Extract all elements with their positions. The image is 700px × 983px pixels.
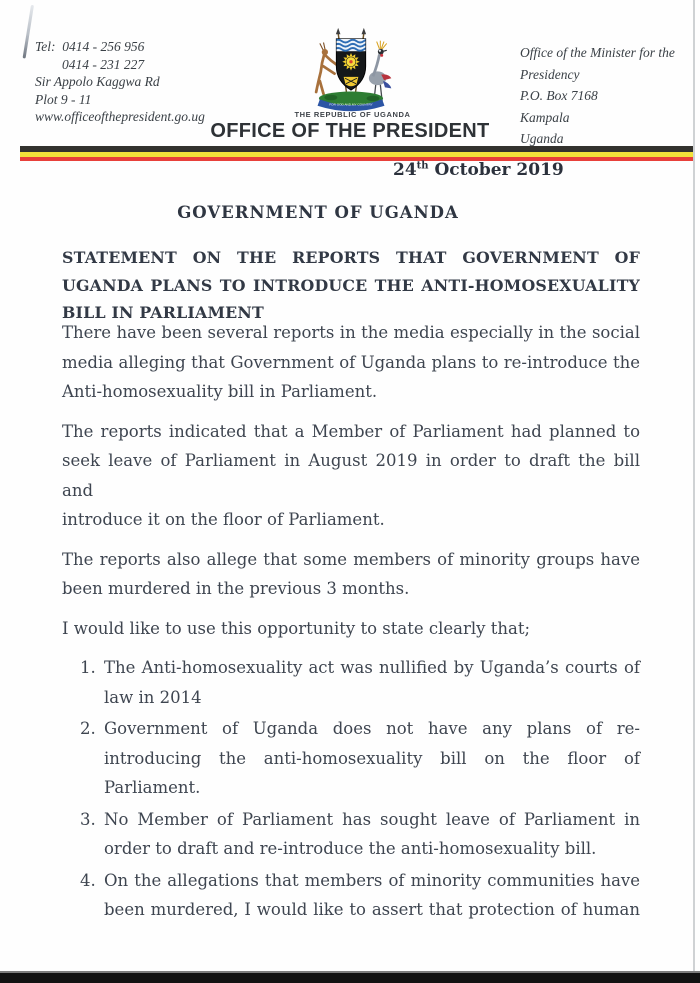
- republic-caption: THE REPUBLIC OF UGANDA: [294, 110, 411, 119]
- date-day: 24: [393, 160, 417, 180]
- page-edge-line: [693, 0, 695, 983]
- uganda-flag-stripe-bar: [20, 146, 693, 161]
- uganda-coat-of-arms-icon: [294, 26, 408, 114]
- numbered-statement-list: [62, 653, 640, 925]
- list-item-number: 3.: [80, 809, 96, 829]
- list-item: [62, 653, 640, 712]
- scan-artifact-mark: [23, 5, 34, 59]
- letterhead-contact-left: Tel: 0414 - 256 956 0414 - 231 227 Sir Appolo Kaggwa Rd Plot 9 - 11 www.officeofthepresident.go.ug: [35, 39, 205, 124]
- crest-motto: FOR GOD AND MY COUNTRY: [329, 102, 373, 107]
- office-title: OFFICE OF THE PRESIDENT: [210, 120, 490, 142]
- scan-bottom-edge: [0, 971, 700, 983]
- flag-stripe-red: [20, 157, 693, 162]
- list-item-text: The Anti-homosexuality act was nullified by Uganda’s courts of law in 2014: [104, 658, 640, 707]
- paragraph: The reports also allege that some members of minority groups have been murdered in the previous 3 months.: [62, 549, 640, 598]
- list-item: [62, 805, 640, 864]
- date-ordinal: th: [416, 160, 429, 172]
- paragraph: The reports indicated that a Member of Parliament had planned to seek leave of Parliament in August 2019 in order to draft the bill and introduce it on the floor of Parliament.: [62, 421, 640, 529]
- paragraph: I would like to use this opportunity to state clearly that;: [62, 618, 531, 638]
- crested-crane: [369, 41, 391, 101]
- paragraph: There have been several reports in the media especially in the social media alleging that Government of Uganda plans to re-introduce the Anti-homosexuality bill in Parliament.: [62, 323, 640, 401]
- list-item: [62, 866, 640, 925]
- list-item: [62, 714, 640, 803]
- document-body: [62, 318, 640, 927]
- letterhead-contact-right: Office of the Minister for the Presidency P.O. Box 7168 Kampala Uganda: [520, 45, 675, 146]
- kob-antelope: [316, 54, 336, 94]
- list-item-number: 4.: [80, 870, 96, 890]
- date-rest: October 2019: [428, 160, 564, 180]
- document-title: GOVERNMENT OF UGANDA: [177, 203, 459, 222]
- document-date: [393, 160, 564, 180]
- list-item-number: 1.: [80, 658, 96, 677]
- list-item-number: 2.: [80, 719, 96, 738]
- list-item-text: No Member of Parliament has sought leave of Parliament in order to draft and re-introduce the anti-homosexuality bill.: [104, 809, 640, 858]
- list-item-text: Government of Uganda does not have any plans of re- introducing the anti-homosexuality bill on the floor of Parliament.: [104, 719, 640, 797]
- statement-heading: STATEMENT ON THE REPORTS THAT GOVERNMENT OF UGANDA PLANS TO INTRODUCE THE ANTI-HOMOSEXUALITY BILL IN PARLIAMENT: [62, 248, 640, 322]
- list-item-text: On the allegations that members of minority communities have been murdered, I would like to assert that protection of human: [104, 870, 640, 919]
